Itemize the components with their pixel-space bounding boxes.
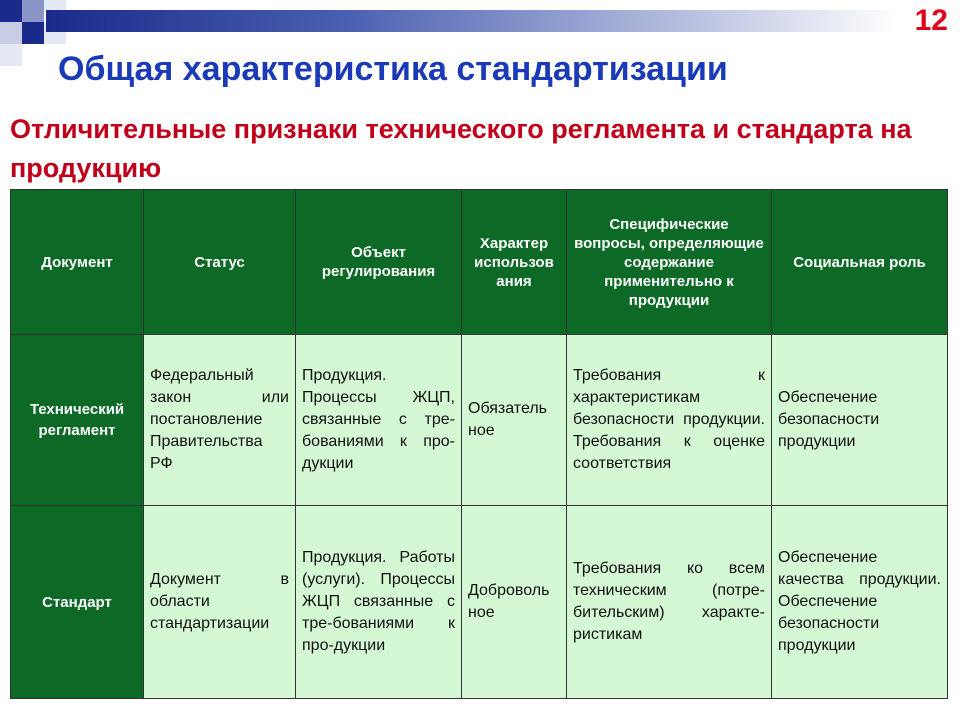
row-social: Обеспечение качества продукции. Обеспечение безопасности продукции [772,506,948,699]
row-usage: Доброволь ное [462,506,567,699]
row-status: Документ в области стандартизации [144,506,296,699]
header-social: Социальная роль [772,190,948,335]
row-status: Федеральный закон или постановление Правительства РФ [144,335,296,506]
slide-number: 12 [914,4,948,37]
table-row [11,506,948,699]
table-header-row [11,190,948,335]
row-usage: Обязатель ное [462,335,567,506]
header-bar [46,10,900,32]
table-row [11,335,948,506]
header-object: Объект регулирования [296,190,462,335]
row-specific: Требования ко всем техническим (потре-бительским) характе-ристикам [567,506,772,699]
row-object: Продукция. Процессы ЖЦП, связанные с тре-бованиями к про-дукции [296,335,462,506]
header-specific: Специфические вопросы, определяющие содержание применительно к продукции [567,190,772,335]
page-title: Общая характеристика стандартизации [58,50,728,88]
header-usage: Характер использов ания [462,190,567,335]
row-object: Продукция. Работы (услуги). Процессы ЖЦП связанные с тре-бованиями к про-дукции [296,506,462,699]
page-subtitle: Отличительные признаки технического регламента и стандарта на продукцию [10,114,912,183]
header-document: Документ [11,190,144,335]
row-social: Обеспечение безопасности продукции [772,335,948,506]
row-document: Стандарт [11,506,144,699]
row-specific: Требования к характеристикам безопасности продукции. Требования к оценке соответствия [567,335,772,506]
row-document: Технический регламент [11,335,144,506]
header-status: Статус [144,190,296,335]
comparison-table [10,189,948,699]
